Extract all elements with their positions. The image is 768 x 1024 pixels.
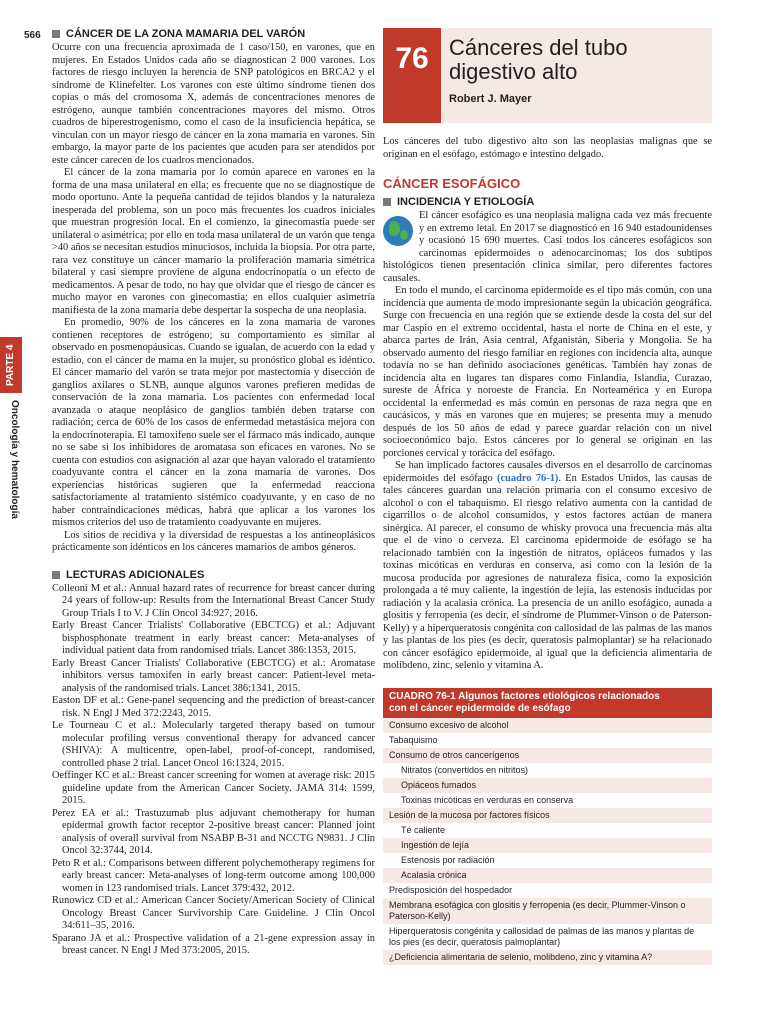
table-row: Opiáceos fumados: [383, 778, 712, 793]
chapter-number: 76: [383, 28, 441, 123]
paragraph: En todo el mundo, el carcinoma epidermoide es el tipo más común, con una incidencia que aumenta de modo impresionante según la ubicación geográfica. Surge con frecuencia en una región que se extiende desde la costa del sur del mar Caspio en el extremo occidental, hasta el norte de China en el este, y abarca partes de Irán, Asia central, Afganistán, Siberia y Mongolia. Se ha observado aumento del riesgo familiar en regiones con incidencia alta, aunque todavía no se han definido asociaciones genéticas. También hay zonas de incidencia alta en lugares tan dispares como Finlandia, Islandia, Curazao, sureste de África y noroeste de Francia. En Norteamérica y en Europa occidental la enfermedad es más común en personas de raza negra que en caucásicos, y más en varones que en mujeres; se presenta muy a menudo después de los 50 años de edad y parece guardar relación con un nivel socioeconómico bajo. Estos cánceres por lo general se originan en las porciones cervical y torácica del esófago.: [383, 285, 712, 459]
table-row: Consumo excesivo de alcohol: [383, 718, 712, 733]
table-row: Lesión de la mucosa por factores físicos: [383, 808, 712, 823]
table-box: [383, 688, 712, 965]
paragraph: Se han implicado factores causales diversos en el desarrollo de carcinomas epidermoides del esófago (cuadro 76-1). En Estados Unidos, las causas de tales cánceres guardan una relación primaria con el consumo excesivo de alcohol o con el tabaquismo. El riesgo relativo aumenta con la cantidad de cigarrillos o de alcohol consumidos, y estos factores actúan de manera sinérgica. Al parecer, el consumo de whisky provoca una frecuencia más alta que el de vino o cerveza. El carcinoma epidermoide de esófago se ha relacionado también con la ingestión de nitratos, opiáceos fumados y las toxinas micóticas en verduras en conserva, así como con la lesión de la mucosa producida por agresiones de naturaleza física, como la exposición prolongada a té muy caliente, la ingestión de lejía, las estenosis inducidas por radiación y la acalasia crónica. La presencia de un anillo esofágico, aunada a glositis y ferropenia (es decir, el síndrome de Plummer-Vinson o de Paterson-Kelly) y a hiperqueratosis congénita con callosidad de las palmas de las manos y las plantas de los pies (es decir, queratosis palmoplantar) se ha relacionado con cáncer esofágico epidermoide, al igual que la deficiencia alimentaria de molibdeno, zinc, selenio y vitamina A.: [383, 460, 713, 671]
paragraph: Los sitios de recidiva y la diversidad de respuestas a los antineoplásicos prácticamente son idénticos en los cánceres mamarios de ambos géneros.: [52, 529, 375, 553]
reference-item: Perez EA et al.: Trastuzumab plus adjuvant chemotherapy for human epidermal growth factor receptor 2-positive breast cancer: Planned joint analysis of overall survival from NSABP B-31 and NCCTG N9831. J Clin Oncol 32:3744, 2014.: [52, 807, 375, 856]
table-rows: [383, 718, 712, 965]
table-row: Té caliente: [401, 825, 446, 835]
subsection-heading: INCIDENCIA Y ETIOLOGÍA: [383, 196, 712, 208]
square-bullet-icon: [52, 571, 60, 579]
section-heading: CÁNCER DE LA ZONA MAMARIA DEL VARÓN: [52, 28, 375, 40]
table-row: Toxinas micóticas en verduras en conserva: [401, 795, 574, 805]
table-row: Estenosis por radiación: [401, 855, 495, 865]
table-row: Tabaquismo: [389, 735, 438, 745]
reference-item: Le Tourneau C et al.: Molecularly targeted therapy based on tumour molecular profiling versus conventional therapy for advanced cancer (SHIVA): A multicentre, open-label, proof-of-concept, randomised, controlled phase 2 trial. Lancet Oncol 16:1324, 2015.: [52, 720, 375, 769]
left-column: [52, 28, 375, 958]
part-tab: PARTE 4: [0, 337, 22, 393]
square-bullet-icon: [383, 198, 391, 206]
reference-item: Early Breast Cancer Trialists' Collaborative (EBCTCG) et al.: Aromatase inhibitors versus tamoxifen in early breast cancer: Patient-level meta-analysis of the randomised trials. Lancet 386:1341, 2015.: [52, 657, 375, 694]
globe-icon: [383, 216, 413, 246]
table-row: Nitratos (convertidos en nitritos): [401, 765, 529, 775]
reference-item: Easton DF et al.: Gene-panel sequencing and the prediction of breast-cancer risk. N Engl J Med 372:2243, 2015.: [52, 695, 375, 719]
paragraph: El cáncer de la zona mamaria por lo común aparece en varones en la forma de una masa unilateral en ella; es frecuente que no se diagnostique de modo oportuno. Ante la pequeña cantidad de tejidos blandos y la naturaleza inesperada del problema, son un poco más frecuentes los cuadros iniciales que muestran progresión local. En el comienzo, la ginecomastia puede ser unilateral o asimétrica; por ello en toda masa unilateral de un varón que tenga >40 años se necesitan estudios minuciosos, incluida la biopsia. Por otra parte, rara vez constituye un cáncer mamario la proliferación mamaria simétrica bilateral y casi siempre proviene de alguna endocrinopatía o un efecto de medicamentos. A pesar de todo, no hay que olvidar que el riesgo de cáncer es mucho mayor en varones con ginecomastia; en ellos cualquier asimetría manifiesta de la zona mamaria debe despertar la sospecha de una neoplasia.: [52, 167, 375, 316]
table-row: Consumo de otros cancerígenos: [383, 748, 712, 763]
square-bullet-icon: [52, 30, 60, 38]
table-row: Hiperqueratosis congénita y callosidad de palmas de las manos y plantas de los pies (es decir, queratosis palmoplantar): [389, 926, 695, 947]
reference-list: [52, 583, 375, 958]
references-section: [52, 569, 375, 958]
paragraph: El cáncer esofágico es una neoplasia maligna cada vez más frecuente y en extremo letal. En 2017 se diagnosticó en 16 940 estadounidenses y ocasionó 15 690 muertes. Casi todos los cánceres esofágicos son carcinomas epidermoides o adenocarcinomas; los dos subtipos histológicos tienen presentación clínica similar, pero diferentes factores causales.: [383, 210, 712, 284]
reference-item: Oeffinger KC et al.: Breast cancer screening for women at average risk: 2015 guideline update from the American Cancer Society. JAMA 314: 1599, 2015.: [52, 770, 375, 806]
table-row: ¿Deficiencia alimentaria de selenio, molibdeno, zinc y vitamina A?: [383, 950, 712, 965]
chapter-intro: Los cánceres del tubo digestivo alto son las neoplasias malignas que se originan en el esófago, estómago e intestino delgado.: [383, 136, 712, 160]
table-row: Ingestión de lejía: [383, 838, 712, 853]
reference-item: Sparano JA et al.: Prospective validation of a 21-gene expression assay in breast cancer. N Engl J Med 373:2005, 2015.: [52, 932, 375, 956]
chapter-author: Robert J. Mayer: [449, 93, 532, 105]
page-number: 566: [24, 30, 41, 41]
reference-item: Early Breast Cancer Trialists' Collaborative (EBCTCG) et al.: Adjuvant bisphosphonate treatment in early breast cancer: Meta-analyses of individual patient data from randomised trials. Lancet 386:1353, 2015.: [52, 620, 375, 656]
chapter-header: [383, 28, 712, 123]
table-row: Predisposición del hospedador: [389, 885, 513, 895]
paragraph: En promedio, 90% de los cánceres en la zona mamaria de varones contienen receptores de estrógeno; su comportamiento es similar al observado en posmenopáusicas. Cuando se igualan, de acuerdo con la edad y estadio, con el cáncer de mama en la mujer, su pronóstico global es idéntico. El cáncer mamario del varón se trata mejor por mastectomía y disección de ganglios axilares o SLNB, aunque algunos varones prefieren medidas de conservación de la zona mamaria. Los pacientes con enfermedad local avanzada o ataque neoplásico de ganglios también deben tratarse con radiación; cerca de 60% de los casos de enfermedad metastásica mejora con la endocrinoterapia. El tamoxifeno suele ser el fármaco más indicado, aunque no se sabe si los inhibidores de aromatasa son eficaces en varones. No se cuenta con estudios con asignación al azar que hayan valorado el tratamiento coadyuvante contra el cáncer en la zona mamaria de varones. Dos experiencias históricas sugieren que la enfermedad reacciona satisfactoriamente al tratamiento sistémico coadyuvante, y en caso de no haber contraindicaciones médicas, habrá que aplicar a los varones los mismos criterios del uso de tratamiento coadyuvante en mujeres.: [52, 317, 375, 528]
chapter-title: Cánceres del tubo digestivo alto: [449, 35, 628, 84]
paragraph: Ocurre con una frecuencia aproximada de 1 caso/150, en varones, que en mujeres. En Estados Unidos cada año se diagnostican 2 000 varones. Los factores de riesgo incluyen la herencia de SNP patológicos en BRCA2 y el síndrome de Klinefelter. Los varones con este último síndrome tienen dos copias o más del cromosoma X, además de concentraciones menores de estrógeno, aunque también concentraciones mayores del mismo. Otros cuadros de hiperestrogenismo, como el caso de la insuficiencia hepática, se vinculan con un mayor riesgo de cáncer en la zona mamaria en varones. Sin embargo, la mayor parte de los pacientes que acuden para ser atendidos por este cáncer carecen de los cuadros mencionados.: [52, 42, 375, 166]
part-label: Oncología y hematología: [9, 400, 20, 519]
table-title: CUADRO 76-1 Algunos factores etiológicos relacionados con el cáncer epidermoide de esófago: [383, 688, 712, 718]
section-title-esophageal: CÁNCER ESOFÁGICO: [383, 176, 521, 191]
reference-item: Colleoni M et al.: Annual hazard rates of recurrence for breast cancer during 24 years of follow-up: Results from the International Breast Cancer Study Group Trials I to V. J Clin Oncol 34:927, 2016.: [52, 582, 375, 619]
table-reference-link[interactable]: (cuadro 76-1): [497, 472, 559, 484]
table-row: Membrana esofágica con glositis y ferropenia (es decir, Plummer-Vinson o Paterson-Kelly): [383, 898, 712, 924]
references-heading: LECTURAS ADICIONALES: [52, 569, 375, 581]
right-column-body: [383, 196, 712, 673]
table-row: Acalasia crónica: [383, 868, 712, 883]
reference-item: Peto R et al.: Comparisons between different polychemotherapy regimens for early breast cancer: Meta-analyses of long-term outcome among 100,000 women in 123 randomised trials. Lancet 379:432, 2012.: [52, 857, 375, 894]
reference-item: Runowicz CD et al.: American Cancer Society/American Society of Clinical Oncology Breast Cancer Survivorship Care Guideline. J Clin Oncol 34:611–35, 2016.: [52, 895, 375, 931]
